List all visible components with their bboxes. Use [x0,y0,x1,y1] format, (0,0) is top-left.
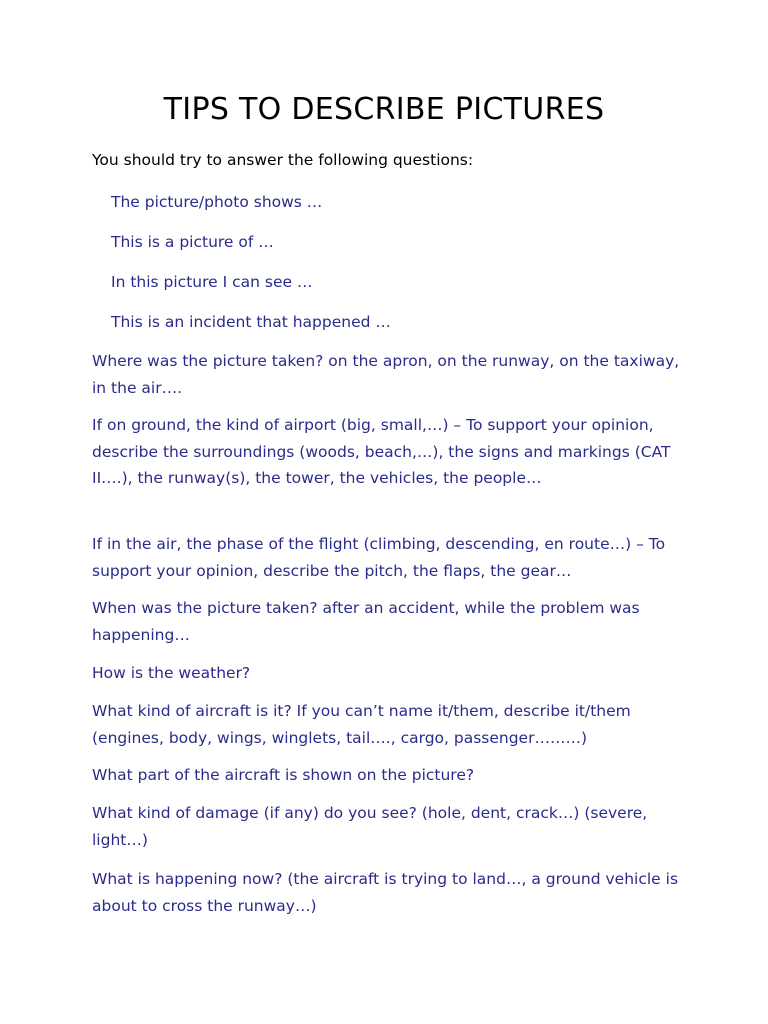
question-item: How is the weather? [92,664,251,682]
question-item: What is happening now? (the aircraft is trying to land…, a ground vehicle is about to cross the runway…) [92,870,679,915]
question-item: When was the picture taken? after an accident, while the problem was happening… [92,599,640,644]
question-item: What kind of aircraft is it? If you can’t name it/them, describe it/them (engines, body, wings, winglets, tail…., cargo, passenger………) [92,702,631,747]
question-item: If in the air, the phase of the flight (climbing, descending, en route…) – To support your opinion, describe the pitch, the flaps, the gear… [92,535,666,580]
question-item: If on ground, the kind of airport (big, small,…) – To support your opinion, describe the surroundings (woods, beach,…), the signs and markings (CAT II….), the runway(s), the tower, the vehicles, the people… [92,416,671,487]
question-item: Where was the picture taken? on the apron, on the runway, on the taxiway, in the air…. [92,352,680,397]
prompt-item: This is an incident that happened … [111,313,391,331]
page-title: TIPS TO DESCRIBE PICTURES [163,92,605,127]
prompt-item: In this picture I can see … [111,273,313,291]
intro-text: You should try to answer the following questions: [92,151,474,169]
prompt-item: The picture/photo shows … [111,193,323,211]
question-item: What part of the aircraft is shown on the picture? [92,766,475,784]
prompt-item: This is a picture of … [111,233,274,251]
question-item: What kind of damage (if any) do you see? (hole, dent, crack…) (severe, light…) [92,804,648,849]
